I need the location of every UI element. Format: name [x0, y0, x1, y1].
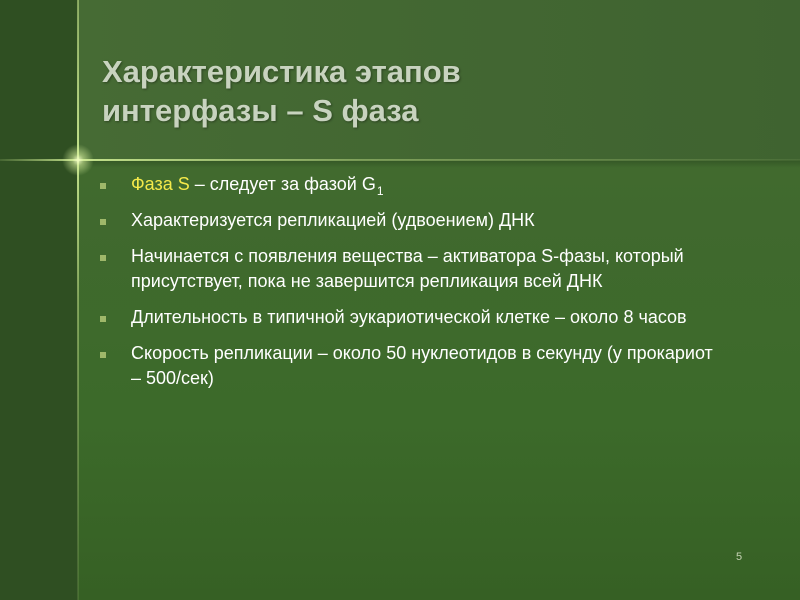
- bullet-marker-icon: [100, 219, 106, 225]
- bullet-item-3: [100, 244, 720, 294]
- bullet-marker-icon: [100, 183, 106, 189]
- bullet-item-5: [100, 341, 720, 391]
- bullet-marker-icon: [100, 255, 106, 261]
- bullet-list: [100, 172, 720, 402]
- title-band-shadow: [78, 160, 800, 168]
- bullet-text: Начинается с появления вещества – активатора S-фазы, который присутствует, пока не завершится репликация всей ДНК: [131, 246, 684, 291]
- bullet-text: – следует за фазой G: [189, 174, 376, 194]
- bullet-item-1: [100, 172, 720, 197]
- bullet-text: Длительность в типичной эукариотической клетке – около 8 часов: [131, 307, 687, 327]
- slide-title: [102, 52, 782, 130]
- highlighted-term: Фаза S: [131, 174, 190, 194]
- page-number: 5: [736, 551, 743, 563]
- horizontal-accent-line: [0, 159, 800, 161]
- sparkle-accent: [62, 144, 94, 176]
- bullet-item-2: [100, 208, 720, 233]
- bullet-text: Характеризуется репликацией (удвоением) ДНК: [131, 210, 535, 230]
- slide-title-line-1: Характеристика этапов: [102, 54, 461, 89]
- bullet-text: Скорость репликации – около 50 нуклеотидов в секунду (у прокариот – 500/сек): [131, 343, 713, 388]
- slide-title-line-2: интерфазы – S фаза: [102, 93, 419, 128]
- vertical-accent-line: [77, 0, 79, 600]
- bullet-marker-icon: [100, 352, 106, 358]
- bullet-marker-icon: [100, 316, 106, 322]
- subscript: 1: [376, 184, 384, 198]
- left-decorative-band: [0, 0, 78, 600]
- bullet-item-4: [100, 305, 720, 330]
